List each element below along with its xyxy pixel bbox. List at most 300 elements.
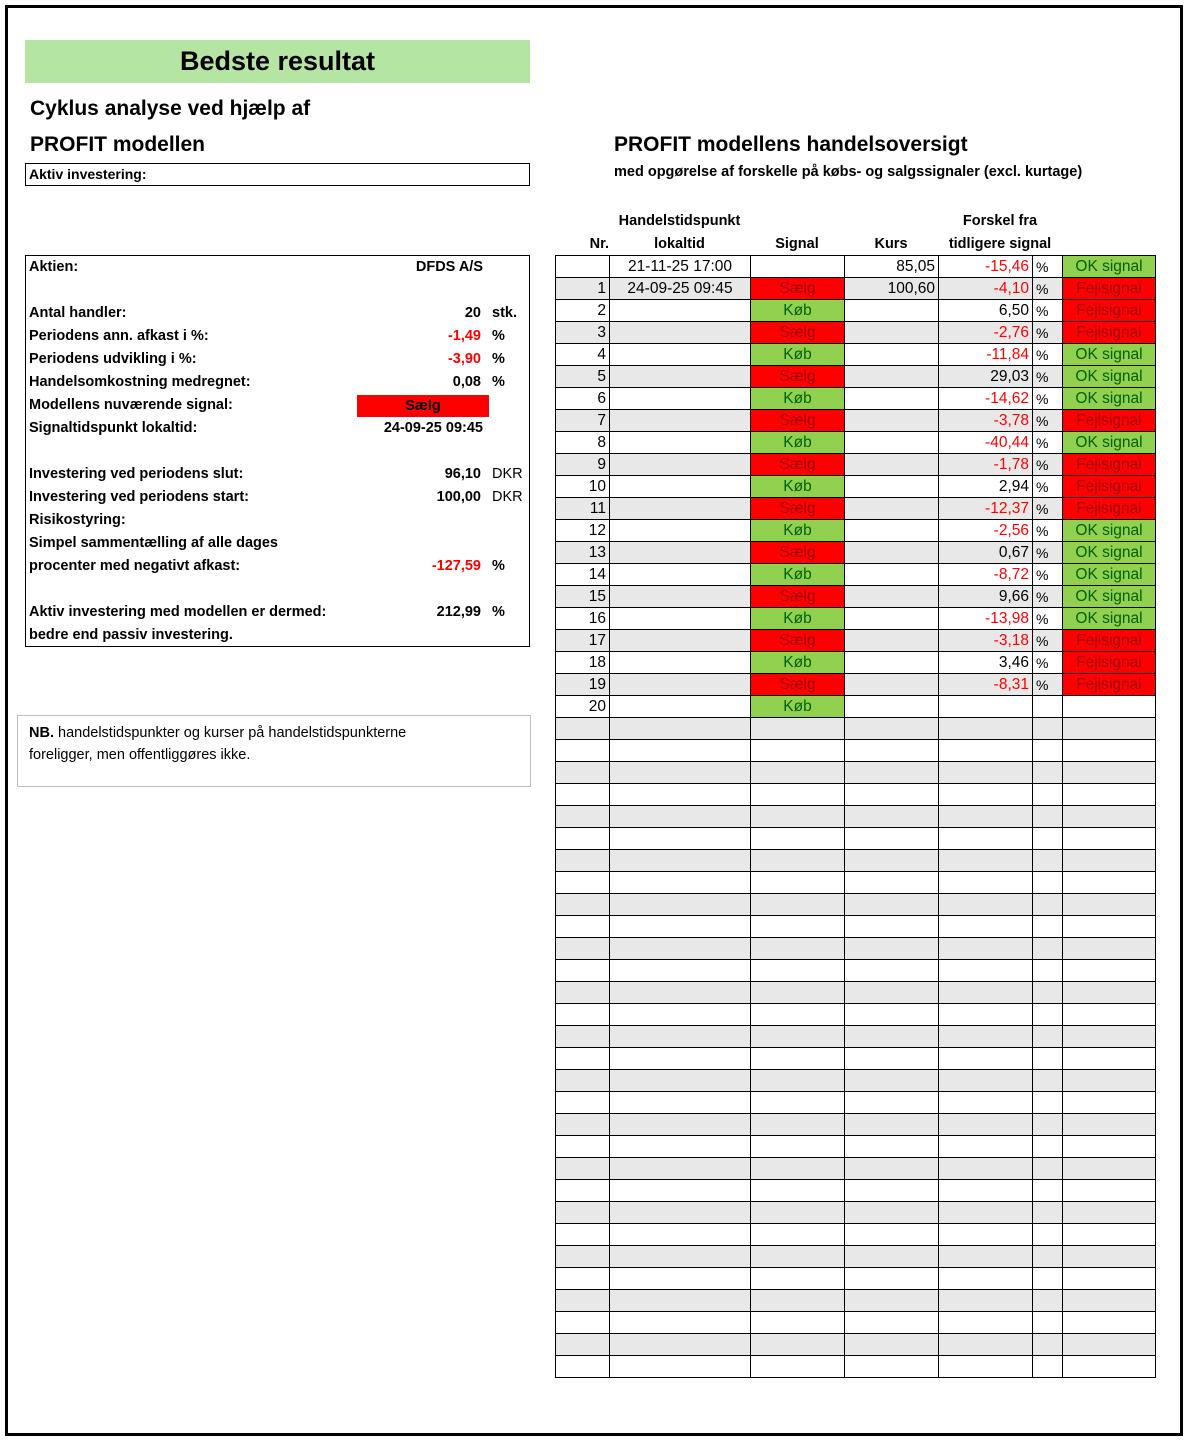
cell-status — [1063, 1136, 1156, 1158]
risk-unit: % — [492, 558, 505, 574]
cell-nr — [556, 806, 610, 828]
cell-date — [610, 1356, 751, 1378]
cell-status: OK signal — [1063, 608, 1156, 630]
cell-date — [610, 300, 751, 322]
cell-diff — [939, 1158, 1033, 1180]
cell-status: OK signal — [1063, 256, 1156, 278]
cell-pct: % — [1033, 278, 1063, 300]
cell-status — [1063, 1092, 1156, 1114]
cell-diff: -11,84 — [939, 344, 1033, 366]
cell-nr: 19 — [556, 674, 610, 696]
cell-date — [610, 388, 751, 410]
signal-time-value: 24-09-25 09:45 — [383, 420, 483, 436]
cell-signal: Køb — [751, 432, 845, 454]
cell-signal — [751, 872, 845, 894]
cell-pct: % — [1033, 542, 1063, 564]
note-box — [17, 715, 531, 787]
cell-diff — [939, 982, 1033, 1004]
cell-nr: 14 — [556, 564, 610, 586]
cell-signal — [751, 1092, 845, 1114]
cell-status: Fejlsignal — [1063, 410, 1156, 432]
cell-signal — [751, 1312, 845, 1334]
cell-diff — [939, 806, 1033, 828]
cell-diff — [939, 718, 1033, 740]
cell-diff: -12,37 — [939, 498, 1033, 520]
cell-status — [1063, 938, 1156, 960]
empty-table-row — [556, 1246, 1156, 1268]
heading-line1: Cyklus analyse ved hjælp af — [30, 97, 311, 120]
cell-status: OK signal — [1063, 366, 1156, 388]
cell-kurs — [845, 828, 939, 850]
cell-date — [610, 1158, 751, 1180]
risk-line1: Simpel sammentælling af alle dages — [29, 535, 278, 551]
cell-date — [610, 476, 751, 498]
cell-status: Fejlsignal — [1063, 630, 1156, 652]
cell-signal: Sælg — [751, 322, 845, 344]
cell-pct — [1033, 1070, 1063, 1092]
cell-pct: % — [1033, 652, 1063, 674]
cell-signal: Køb — [751, 476, 845, 498]
cell-nr — [556, 960, 610, 982]
cell-diff: 3,46 — [939, 652, 1033, 674]
cell-date — [610, 520, 751, 542]
table-row — [556, 564, 1156, 586]
end-investment-label: Investering ved periodens slut: — [29, 466, 244, 482]
empty-table-row — [556, 1356, 1156, 1378]
cell-kurs — [845, 1114, 939, 1136]
cell-signal — [751, 1268, 845, 1290]
empty-table-row — [556, 1114, 1156, 1136]
cell-pct — [1033, 982, 1063, 1004]
cell-status: Fejlsignal — [1063, 300, 1156, 322]
cell-kurs — [845, 1180, 939, 1202]
cell-diff: 6,50 — [939, 300, 1033, 322]
trades-value: 20 — [464, 305, 481, 321]
cell-pct — [1033, 1290, 1063, 1312]
cell-status: OK signal — [1063, 542, 1156, 564]
cell-nr — [556, 1004, 610, 1026]
table-row — [556, 696, 1156, 718]
cell-nr: 1 — [556, 278, 610, 300]
cell-status — [1063, 1114, 1156, 1136]
cell-status — [1063, 806, 1156, 828]
cell-diff — [939, 1202, 1033, 1224]
cell-pct — [1033, 960, 1063, 982]
cell-diff: 9,66 — [939, 586, 1033, 608]
cell-signal — [751, 1246, 845, 1268]
table-row — [556, 256, 1156, 278]
cell-nr — [556, 982, 610, 1004]
cell-signal — [751, 1224, 845, 1246]
cell-date — [610, 674, 751, 696]
cell-pct — [1033, 696, 1063, 718]
cell-diff — [939, 1334, 1033, 1356]
cell-pct — [1033, 762, 1063, 784]
table-row — [556, 322, 1156, 344]
cell-status — [1063, 1334, 1156, 1356]
cell-diff — [939, 1246, 1033, 1268]
cell-pct — [1033, 740, 1063, 762]
cell-pct — [1033, 1004, 1063, 1026]
aktiv-investering-label: Aktiv investering: — [25, 163, 530, 186]
cell-nr — [556, 784, 610, 806]
cell-kurs — [845, 1290, 939, 1312]
cell-nr — [556, 1026, 610, 1048]
cell-nr — [556, 1356, 610, 1378]
cell-signal — [751, 1026, 845, 1048]
cell-diff — [939, 1026, 1033, 1048]
empty-table-row — [556, 1004, 1156, 1026]
cell-diff — [939, 762, 1033, 784]
table-row — [556, 652, 1156, 674]
cell-signal — [751, 1180, 845, 1202]
cell-pct: % — [1033, 630, 1063, 652]
cell-diff — [939, 1114, 1033, 1136]
cell-pct — [1033, 1224, 1063, 1246]
table-subtitle: med opgørelse af forskelle på købs- og salgssignaler (excl. kurtage) — [614, 164, 1083, 180]
table-row — [556, 278, 1156, 300]
cell-diff — [939, 872, 1033, 894]
start-investment-label: Investering ved periodens start: — [29, 489, 249, 505]
cell-diff — [939, 1070, 1033, 1092]
cell-pct: % — [1033, 498, 1063, 520]
cell-date — [610, 1246, 751, 1268]
cell-kurs — [845, 1026, 939, 1048]
cell-signal: Sælg — [751, 366, 845, 388]
stock-label: Aktien: — [29, 259, 79, 275]
result-label: Aktiv investering med modellen er dermed: — [29, 604, 327, 620]
empty-table-row — [556, 1092, 1156, 1114]
cell-pct: % — [1033, 564, 1063, 586]
cell-kurs — [845, 608, 939, 630]
cell-nr — [556, 1048, 610, 1070]
cell-diff: -14,62 — [939, 388, 1033, 410]
cell-kurs — [845, 1268, 939, 1290]
note-text2: foreligger, men offentliggøres ikke. — [29, 747, 251, 763]
cell-date — [610, 454, 751, 476]
empty-table-row — [556, 938, 1156, 960]
empty-table-row — [556, 1290, 1156, 1312]
cell-signal: Køb — [751, 344, 845, 366]
cell-nr — [556, 1092, 610, 1114]
cell-diff: -8,31 — [939, 674, 1033, 696]
cell-date — [610, 410, 751, 432]
cell-status: OK signal — [1063, 520, 1156, 542]
cell-status — [1063, 1048, 1156, 1070]
cell-nr: 16 — [556, 608, 610, 630]
cell-nr: 8 — [556, 432, 610, 454]
development-value: -3,90 — [447, 351, 481, 367]
cell-date — [610, 366, 751, 388]
cell-status — [1063, 1224, 1156, 1246]
cell-nr — [556, 1136, 610, 1158]
empty-table-row — [556, 1202, 1156, 1224]
cell-status — [1063, 850, 1156, 872]
cell-diff: 0,67 — [939, 542, 1033, 564]
cell-kurs — [845, 520, 939, 542]
cell-status — [1063, 828, 1156, 850]
cell-date: 24-09-25 09:45 — [610, 278, 751, 300]
cell-date — [610, 938, 751, 960]
cell-status — [1063, 1158, 1156, 1180]
cell-status — [1063, 1202, 1156, 1224]
table-row — [556, 630, 1156, 652]
cell-status — [1063, 784, 1156, 806]
trades-label: Antal handler: — [29, 305, 127, 321]
cell-nr — [556, 850, 610, 872]
cell-kurs — [845, 784, 939, 806]
cell-date — [610, 696, 751, 718]
cell-diff — [939, 1356, 1033, 1378]
cell-kurs — [845, 476, 939, 498]
cell-date — [610, 608, 751, 630]
cell-diff — [939, 784, 1033, 806]
cell-diff: -3,78 — [939, 410, 1033, 432]
empty-table-row — [556, 1180, 1156, 1202]
cell-kurs — [845, 1224, 939, 1246]
empty-table-row — [556, 740, 1156, 762]
result-line2: bedre end passiv investering. — [29, 627, 233, 643]
cell-signal: Køb — [751, 652, 845, 674]
cell-status — [1063, 1070, 1156, 1092]
cell-kurs — [845, 1070, 939, 1092]
cell-nr — [556, 1202, 610, 1224]
cell-kurs — [845, 674, 939, 696]
header-diff-line1: Forskel fra — [962, 213, 1038, 229]
stock-value: DFDS A/S — [415, 259, 483, 275]
ann-return-value: -1,49 — [447, 328, 481, 344]
cell-date — [610, 894, 751, 916]
cell-status — [1063, 762, 1156, 784]
cell-signal — [751, 1114, 845, 1136]
signal-time-label: Signaltidspunkt lokaltid: — [29, 420, 198, 436]
empty-table-row — [556, 1268, 1156, 1290]
cell-diff — [939, 1268, 1033, 1290]
cell-date — [610, 1070, 751, 1092]
table-row — [556, 344, 1156, 366]
cell-status — [1063, 1180, 1156, 1202]
cell-date: 21-11-25 17:00 — [610, 256, 751, 278]
cell-date — [610, 1004, 751, 1026]
table-row — [556, 498, 1156, 520]
cell-pct — [1033, 1136, 1063, 1158]
cell-signal: Køb — [751, 520, 845, 542]
empty-table-row — [556, 718, 1156, 740]
cell-nr: 5 — [556, 366, 610, 388]
cell-pct — [1033, 1334, 1063, 1356]
cell-kurs: 85,05 — [845, 256, 939, 278]
cell-nr — [556, 828, 610, 850]
cell-diff: -40,44 — [939, 432, 1033, 454]
cell-date — [610, 630, 751, 652]
cell-diff: -3,18 — [939, 630, 1033, 652]
cell-signal — [751, 1202, 845, 1224]
cell-signal: Sælg — [751, 278, 845, 300]
cell-signal — [751, 916, 845, 938]
cell-nr: 11 — [556, 498, 610, 520]
cell-signal — [751, 1356, 845, 1378]
cell-nr — [556, 718, 610, 740]
cell-nr — [556, 1158, 610, 1180]
cell-kurs — [845, 454, 939, 476]
result-unit: % — [492, 604, 505, 620]
cell-signal: Sælg — [751, 586, 845, 608]
cell-kurs — [845, 1004, 939, 1026]
cell-date — [610, 982, 751, 1004]
cell-diff: -2,76 — [939, 322, 1033, 344]
header-kurs: Kurs — [874, 236, 908, 252]
start-investment-value: 100,00 — [436, 489, 481, 505]
cell-pct — [1033, 916, 1063, 938]
cell-nr: 12 — [556, 520, 610, 542]
cell-kurs — [845, 366, 939, 388]
cell-pct: % — [1033, 344, 1063, 366]
signal-label: Modellens nuværende signal: — [29, 397, 233, 413]
cell-date — [610, 652, 751, 674]
table-row — [556, 300, 1156, 322]
cell-signal: Sælg — [751, 454, 845, 476]
cell-date — [610, 1048, 751, 1070]
cell-pct — [1033, 1026, 1063, 1048]
cell-signal: Sælg — [751, 674, 845, 696]
cell-status: Fejlsignal — [1063, 498, 1156, 520]
cell-nr: 17 — [556, 630, 610, 652]
cell-pct — [1033, 938, 1063, 960]
cell-signal — [751, 1158, 845, 1180]
cell-diff — [939, 740, 1033, 762]
cell-nr — [556, 938, 610, 960]
cell-nr — [556, 1312, 610, 1334]
cell-signal: Køb — [751, 300, 845, 322]
cell-date — [610, 1092, 751, 1114]
cell-signal: Køb — [751, 696, 845, 718]
empty-table-row — [556, 1026, 1156, 1048]
cell-date — [610, 586, 751, 608]
cell-pct — [1033, 784, 1063, 806]
trades-unit: stk. — [492, 305, 517, 321]
cell-nr: 10 — [556, 476, 610, 498]
header-date-line1: Handelstidspunkt — [618, 213, 741, 229]
cell-kurs — [845, 322, 939, 344]
note-bold: NB. — [29, 725, 54, 741]
cell-kurs — [845, 542, 939, 564]
cell-status: Fejlsignal — [1063, 652, 1156, 674]
info-panel — [25, 255, 530, 647]
cell-diff — [939, 938, 1033, 960]
cell-signal — [751, 1136, 845, 1158]
cell-pct: % — [1033, 674, 1063, 696]
table-row — [556, 388, 1156, 410]
table-row — [556, 476, 1156, 498]
cell-diff — [939, 850, 1033, 872]
table-row — [556, 586, 1156, 608]
empty-table-row — [556, 872, 1156, 894]
cell-pct — [1033, 828, 1063, 850]
ann-return-label: Periodens ann. afkast i %: — [29, 328, 209, 344]
cell-pct — [1033, 872, 1063, 894]
cell-pct — [1033, 1158, 1063, 1180]
cell-nr: 9 — [556, 454, 610, 476]
cell-signal: Køb — [751, 564, 845, 586]
cell-kurs — [845, 498, 939, 520]
empty-table-row — [556, 1312, 1156, 1334]
cell-status: OK signal — [1063, 344, 1156, 366]
table-row — [556, 542, 1156, 564]
cell-diff — [939, 1048, 1033, 1070]
risk-line2: procenter med negativt afkast: — [29, 558, 241, 574]
cell-signal — [751, 828, 845, 850]
cell-date — [610, 718, 751, 740]
table-title: PROFIT modellens handelsoversigt — [614, 133, 968, 156]
cell-pct — [1033, 1114, 1063, 1136]
cell-kurs — [845, 432, 939, 454]
cell-status — [1063, 1004, 1156, 1026]
cell-pct — [1033, 1312, 1063, 1334]
cell-status — [1063, 1312, 1156, 1334]
cell-date — [610, 322, 751, 344]
cell-diff — [939, 1092, 1033, 1114]
cell-signal: Sælg — [751, 498, 845, 520]
cell-signal — [751, 894, 845, 916]
empty-table-row — [556, 1048, 1156, 1070]
cell-signal — [751, 806, 845, 828]
cell-status — [1063, 1356, 1156, 1378]
cell-kurs — [845, 630, 939, 652]
cell-signal — [751, 1070, 845, 1092]
cell-signal — [751, 1048, 845, 1070]
cell-nr — [556, 256, 610, 278]
cell-pct — [1033, 1180, 1063, 1202]
cell-status — [1063, 960, 1156, 982]
cell-pct — [1033, 1048, 1063, 1070]
cell-date — [610, 1290, 751, 1312]
empty-table-row — [556, 806, 1156, 828]
cell-status: Fejlsignal — [1063, 278, 1156, 300]
cell-date — [610, 344, 751, 366]
empty-table-row — [556, 1070, 1156, 1092]
cell-status: Fejlsignal — [1063, 322, 1156, 344]
cell-status — [1063, 894, 1156, 916]
cell-nr: 15 — [556, 586, 610, 608]
cell-diff — [939, 1312, 1033, 1334]
cell-status — [1063, 740, 1156, 762]
cell-kurs — [845, 410, 939, 432]
cell-pct: % — [1033, 322, 1063, 344]
cell-status — [1063, 916, 1156, 938]
cell-pct: % — [1033, 608, 1063, 630]
empty-table-row — [556, 850, 1156, 872]
cell-nr — [556, 916, 610, 938]
cell-diff — [939, 894, 1033, 916]
cell-kurs — [845, 1356, 939, 1378]
cell-pct — [1033, 806, 1063, 828]
cell-pct: % — [1033, 388, 1063, 410]
cell-date — [610, 1114, 751, 1136]
cell-date — [610, 872, 751, 894]
cell-nr — [556, 1334, 610, 1356]
cell-nr — [556, 1268, 610, 1290]
cell-kurs — [845, 916, 939, 938]
cell-kurs — [845, 696, 939, 718]
cell-nr — [556, 1246, 610, 1268]
cell-diff: -4,10 — [939, 278, 1033, 300]
cell-nr — [556, 1290, 610, 1312]
cell-date — [610, 1268, 751, 1290]
cell-date — [610, 432, 751, 454]
cell-signal — [751, 762, 845, 784]
cell-nr: 7 — [556, 410, 610, 432]
cell-kurs — [845, 1334, 939, 1356]
